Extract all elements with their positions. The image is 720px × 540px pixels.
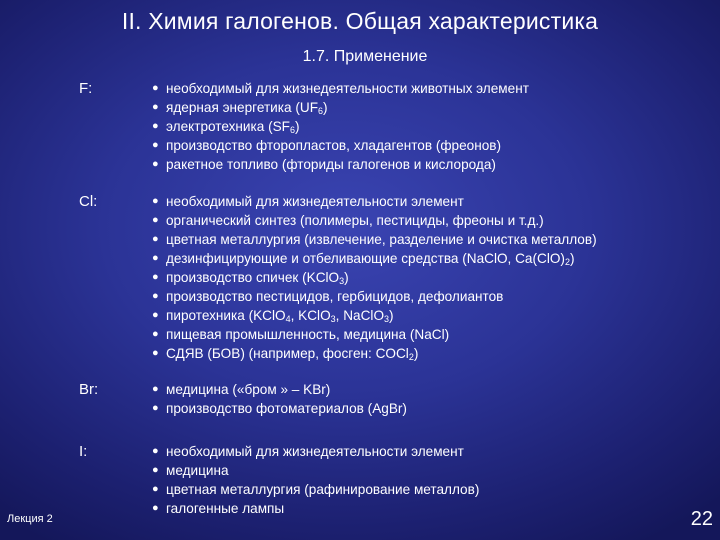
list-item-text: галогенные лампы bbox=[166, 501, 285, 516]
list-item bbox=[152, 117, 712, 136]
list-item-text: ядерная энергетика $(UF_6)$ bbox=[166, 100, 328, 116]
list-item-text: производство фотоматериалов (AgBr) bbox=[166, 401, 407, 416]
list-item-text: дезинфицирующие и отбеливающие средства (NaClO, $Ca(ClO)_2$) bbox=[166, 251, 575, 267]
list-item-text: ракетное топливо (фториды галогенов и кислорода) bbox=[166, 157, 496, 172]
list-item-text: пиротехника (KClO$_4$, KClO$_3$, NaClO$_3$) bbox=[166, 308, 394, 324]
bullet-icon: ● bbox=[152, 502, 159, 514]
list-item bbox=[152, 192, 712, 211]
bullet-icon: ● bbox=[152, 120, 159, 132]
element-symbol: Cl: bbox=[79, 193, 98, 210]
list-item-text: медицина («бром » – KBr) bbox=[166, 382, 331, 397]
list-item bbox=[152, 399, 712, 418]
list-item-text: медицина bbox=[166, 463, 229, 478]
list-item bbox=[152, 499, 712, 518]
bullet-icon: ● bbox=[152, 445, 159, 457]
application-list bbox=[152, 380, 712, 418]
bullet-icon: ● bbox=[152, 383, 159, 395]
element-symbol: F: bbox=[79, 80, 93, 97]
list-item-text: необходимый для жизнедеятельности животных элемент bbox=[166, 81, 529, 96]
application-list bbox=[152, 192, 712, 363]
list-item bbox=[152, 380, 712, 399]
list-item-text: органический синтез (полимеры, пестициды, фреоны и т.д.) bbox=[166, 213, 544, 228]
list-item-text: СДЯВ (БОВ) (например, фосген: COCl$_2$) bbox=[166, 346, 419, 362]
bullet-icon: ● bbox=[152, 252, 159, 264]
bullet-icon: ● bbox=[152, 290, 159, 302]
bullet-icon: ● bbox=[152, 214, 159, 226]
list-item bbox=[152, 98, 712, 117]
bullet-icon: ● bbox=[152, 464, 159, 476]
bullet-icon: ● bbox=[152, 271, 159, 283]
list-item bbox=[152, 136, 712, 155]
list-item bbox=[152, 480, 712, 499]
list-item-text: электротехника $(SF_6)$ bbox=[166, 119, 300, 135]
list-item bbox=[152, 268, 712, 287]
list-item bbox=[152, 287, 712, 306]
lecture-label: Лекция 2 bbox=[7, 513, 53, 525]
list-item bbox=[152, 344, 712, 363]
bullet-icon: ● bbox=[152, 158, 159, 170]
bullet-icon: ● bbox=[152, 195, 159, 207]
application-list bbox=[152, 79, 712, 174]
list-item bbox=[152, 249, 712, 268]
application-list bbox=[152, 442, 712, 518]
bullet-icon: ● bbox=[152, 402, 159, 414]
list-item bbox=[152, 155, 712, 174]
list-item bbox=[152, 306, 712, 325]
list-item-text: необходимый для жизнедеятельности элемент bbox=[166, 194, 464, 209]
page-number: 22 bbox=[690, 508, 713, 530]
list-item-text: необходимый для жизнедеятельности элемент bbox=[166, 444, 464, 459]
bullet-icon: ● bbox=[152, 101, 159, 113]
bullet-icon: ● bbox=[152, 328, 159, 340]
list-item bbox=[152, 461, 712, 480]
list-item bbox=[152, 442, 712, 461]
bullet-icon: ● bbox=[152, 233, 159, 245]
list-item-text: производство пестицидов, гербицидов, дефолиантов bbox=[166, 289, 504, 304]
bullet-icon: ● bbox=[152, 82, 159, 94]
bullet-icon: ● bbox=[152, 483, 159, 495]
list-item bbox=[152, 79, 712, 98]
bullet-icon: ● bbox=[152, 139, 159, 151]
list-item bbox=[152, 211, 712, 230]
slide-title: II. Химия галогенов. Общая характеристика bbox=[121, 8, 599, 34]
list-item-text: пищевая промышленность, медицина (NaCl) bbox=[166, 327, 450, 342]
bullet-icon: ● bbox=[152, 309, 159, 321]
list-item bbox=[152, 325, 712, 344]
list-item-text: цветная металлургия (извлечение, разделение и очистка металлов) bbox=[166, 232, 597, 247]
list-item-text: цветная металлургия (рафинирование металлов) bbox=[166, 482, 480, 497]
slide-subtitle: 1.7. Применение bbox=[302, 48, 428, 65]
list-item bbox=[152, 230, 712, 249]
element-symbol: I: bbox=[79, 443, 88, 460]
element-symbol: Br: bbox=[79, 381, 99, 398]
list-item-text: производство фторопластов, хладагентов (фреонов) bbox=[166, 138, 502, 153]
bullet-icon: ● bbox=[152, 347, 159, 359]
list-item-text: производство спичек (KClO$_3$) bbox=[166, 270, 349, 286]
